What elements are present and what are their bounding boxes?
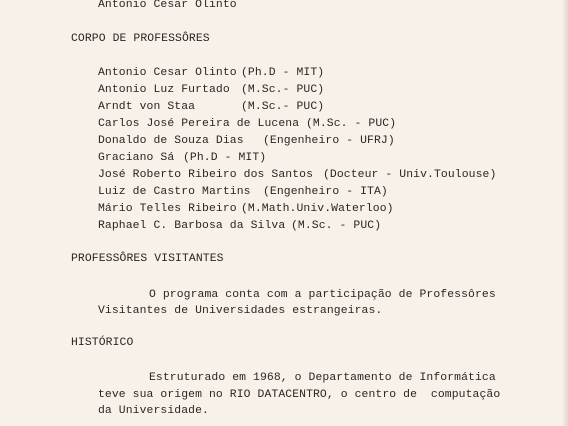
faculty-degree: (M.Sc. - PUC) (306, 118, 397, 130)
faculty-degree: (M.Sc.- PUC) (241, 101, 325, 113)
faculty-degree: (M.Sc. - PUC) (291, 220, 382, 232)
faculty-name: José Roberto Ribeiro dos Santos (98, 169, 314, 181)
faculty-name: Donaldo de Souza Dias (98, 135, 244, 147)
history-paragraph-line: teve sua origem no RIO DATACENTRO, o centro de computação (98, 389, 501, 401)
faculty-degree: (Ph.D - MIT) (183, 152, 267, 164)
page-edge-shadow (562, 0, 568, 426)
faculty-name: Antonio Cesar Olinto (98, 67, 237, 79)
faculty-heading: CORPO DE PROFESSÔRES (71, 33, 210, 45)
faculty-name: Mário Telles Ribeiro (98, 203, 237, 215)
visiting-paragraph-line: Visitantes de Universidades estrangeiras. (98, 305, 383, 317)
faculty-name: Graciano Sá (98, 152, 175, 164)
faculty-name: Raphael C. Barbosa da Silva (98, 220, 286, 232)
faculty-degree: (Docteur - Univ.Toulouse) (323, 169, 497, 181)
history-heading: HISTÓRICO (71, 337, 134, 349)
faculty-name: Antonio Luz Furtado (98, 84, 230, 96)
faculty-name: Arndt von Staa (98, 101, 196, 113)
top-name: Antonio Cesar Olinto (98, 0, 237, 11)
visiting-heading: PROFESSÔRES VISITANTES (71, 253, 224, 265)
history-paragraph-line: Estruturado em 1968, o Departamento de Informática (149, 372, 496, 384)
faculty-degree: (Engenheiro - ITA) (263, 186, 388, 198)
faculty-degree: (Ph.D - MIT) (241, 67, 325, 79)
faculty-degree: (Engenheiro - UFRJ) (263, 135, 395, 147)
faculty-degree: (M.Sc.- PUC) (241, 84, 325, 96)
faculty-name: Carlos José Pereira de Lucena (98, 118, 300, 130)
visiting-paragraph-line: O programa conta com a participação de Professôres (149, 289, 496, 301)
history-paragraph-line: da Universidade. (98, 405, 209, 417)
faculty-name: Luiz de Castro Martins (98, 186, 251, 198)
faculty-degree: (M.Math.Univ.Waterloo) (241, 203, 394, 215)
